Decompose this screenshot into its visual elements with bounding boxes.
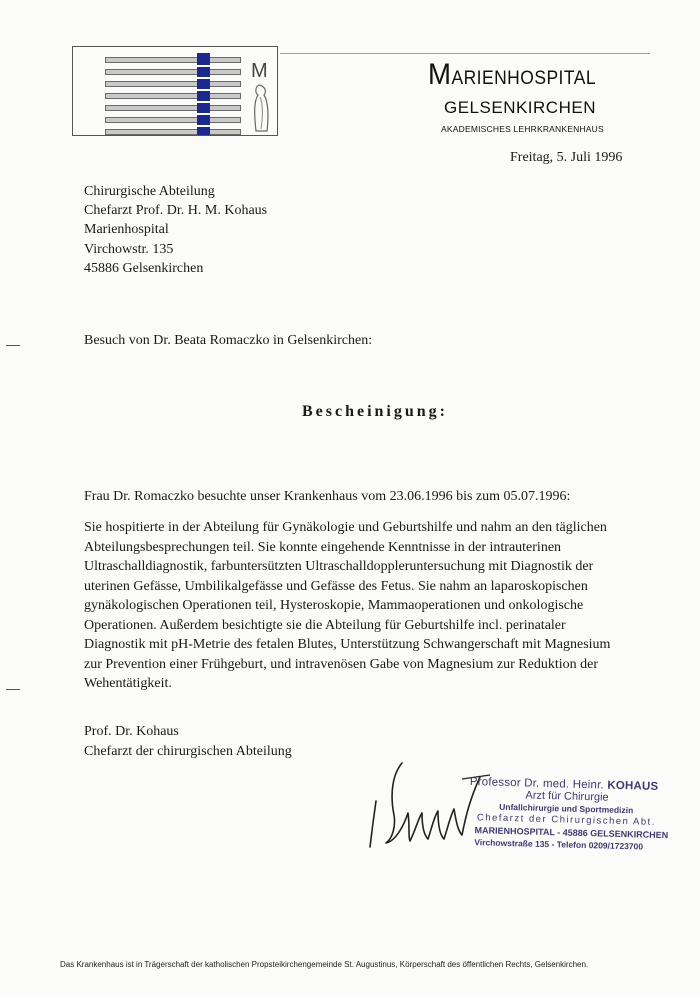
hospital-initial: M — [428, 58, 452, 91]
body-line: Sie hospitierte in der Abteilung für Gynäkologie und Geburtshilfe und nahm an den täglichen — [84, 520, 607, 535]
stamp-line-specialty: Arzt für Chirurgie — [525, 789, 609, 804]
intro-paragraph — [84, 487, 644, 507]
body-line: zur Prevention einer Frühgeburt, und intravenösen Gabe von Magnesium zur Reduktion der — [84, 656, 598, 672]
body-line: Abteilungsbesprechungen teil. Sie konnte eingehende Kenntnisse in der intrauterinen — [84, 539, 562, 555]
signatory-name: Prof. Dr. Kohaus — [84, 724, 179, 739]
body-line: Ultraschalldiagnostik, farbuntersützten Ultraschalldoppleruntersuchung mit Diagnostik der — [84, 559, 594, 574]
hospital-logo — [72, 46, 278, 136]
signatory-block — [84, 722, 292, 761]
logo-letter: M — [251, 60, 268, 82]
body-paragraph — [84, 518, 644, 694]
address-line: 45886 Gelsenkirchen — [84, 261, 204, 276]
fold-mark — [6, 345, 20, 346]
stamp-line-hospital: MARIENHOSPITAL - 45886 GELSENKIRCHEN — [474, 825, 669, 841]
stamp-line-contact: Virchowstraße 135 - Telefon 0209/1723700 — [474, 837, 644, 852]
letter-date: Freitag, 5. Juli 1996 — [510, 150, 623, 165]
address-line: Chirurgische Abteilung — [84, 184, 215, 199]
fold-mark — [6, 689, 20, 690]
address-line: Virchowstr. 135 — [84, 242, 174, 257]
address-line: Chefarzt Prof. Dr. H. M. Kohaus — [84, 203, 268, 218]
body-line: uterinen Gefässe, Umbilikalgefässe und Gefässe des Fetus. Sie nahm an laparoskopischen — [84, 578, 588, 594]
signatory-title: Chefarzt der chirurgischen Abteilung — [84, 743, 292, 759]
document-heading: Bescheinigung: — [301, 403, 448, 420]
hospital-name-rest: ARIENHOSPITAL — [451, 68, 597, 89]
stamp-line-name: Professor Dr. med. Heinr. KOHAUS — [469, 776, 659, 793]
header-rule — [280, 53, 650, 54]
madonna-figure-icon — [251, 83, 273, 133]
address-line: Marienhospital — [84, 222, 169, 237]
hospital-city: GELSENKIRCHEN — [444, 98, 596, 117]
hospital-name — [428, 58, 597, 91]
intro-text: Frau Dr. Romaczko besuchte unser Krankenhaus vom 23.06.1996 bis zum 05.07.1996: — [84, 489, 571, 504]
stamp-line-position: Chefarzt der Chirurgischen Abt. — [476, 812, 657, 828]
body-line: Operationen. Außerdem besichtigte sie die Abteilung für Geburtshilfe incl. perinataler — [84, 617, 566, 633]
stamp-line-subspecialty: Unfallchirurgie und Sportmedizin — [499, 801, 634, 816]
body-line: gynäkologischen Operationen teil, Hysteroskopie, Mammaoperationen und onkologische — [84, 598, 584, 613]
subject-line: Besuch von Dr. Beata Romaczko in Gelsenkirchen: — [84, 333, 373, 348]
doctor-stamp — [468, 776, 670, 853]
hospital-subtitle: AKADEMISCHES LEHRKRANKENHAUS — [441, 124, 604, 134]
body-line: Wehentätigkeit. — [84, 676, 172, 691]
body-line: Diagnostik mit pH-Metrie des fetalen Blutes, Unterstützung Schwangerschaft mit Magnesium — [84, 637, 611, 652]
footer-note: Das Krankenhaus ist in Trägerschaft der katholischen Propsteikirchengemeinde St. Augustinus, Körperschaft des öffentlichen Rechts, Gelsenkirchen. — [60, 960, 589, 969]
